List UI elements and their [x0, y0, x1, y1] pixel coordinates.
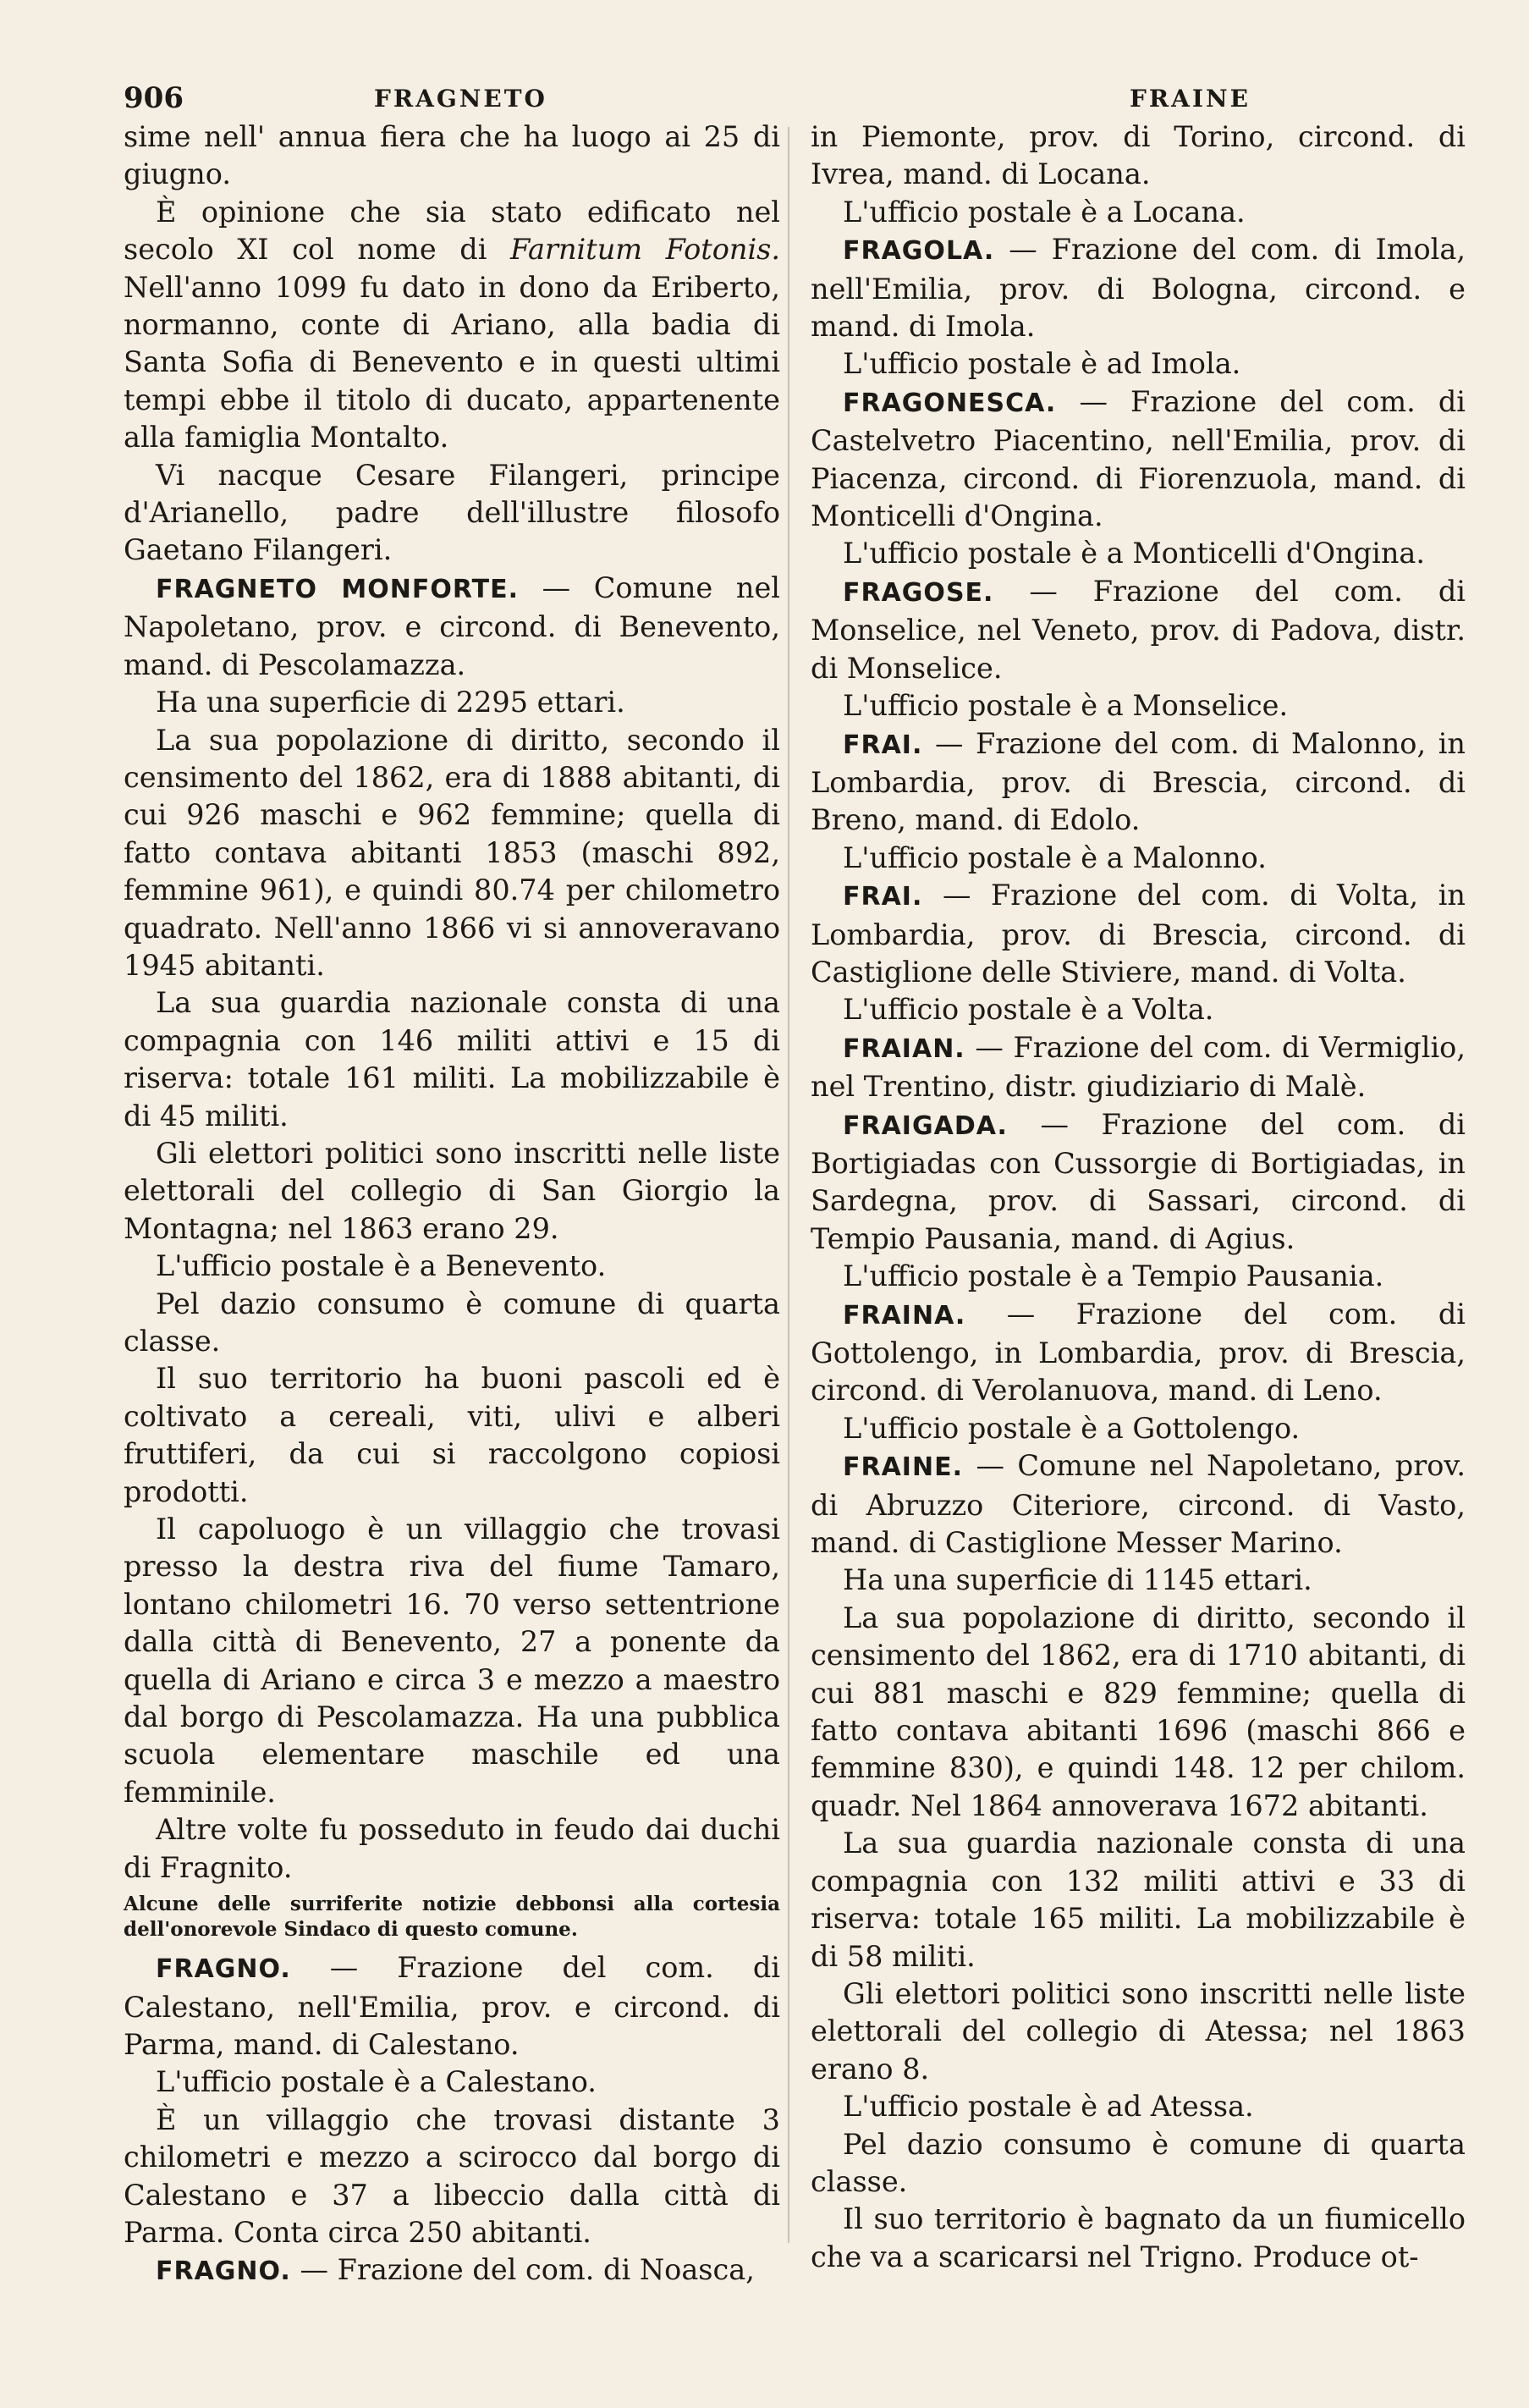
- entry-fragneto-monforte: FRAGNETO MONFORTE. — Comune nel Napoletano, prov. e circond. di Benevento, mand. di Pescolamazza.: [124, 570, 780, 681]
- right-column: [811, 118, 1466, 2276]
- entry-headword: FRAGOLA.: [843, 236, 995, 267]
- entry-headword: FRAINE.: [843, 1452, 963, 1483]
- paragraph: L'ufficio postale è a Volta.: [843, 993, 1214, 1027]
- entry-headword: FRAI.: [843, 730, 923, 760]
- paragraph: L'ufficio postale è a Monselice.: [843, 689, 1289, 723]
- entry-headword: FRAINA.: [843, 1300, 966, 1331]
- paragraph: È opinione che sia stato edificato nel secolo XI col nome di Farnitum Fotonis. Nell'anno 1099 fu dato in dono da Eriberto, normanno, conte di Ariano, alla badia di Santa Sofia di Benevento e in questi ultimi tempi ebbe il titolo di ducato, appartenente alla famiglia Montalto.: [124, 195, 780, 455]
- entry-headword: FRAGNO.: [156, 1954, 291, 1985]
- footnote: Alcune delle surriferite notizie debbonsi alla cortesia dell'onorevole Sindaco di questo comune.: [124, 1893, 780, 1942]
- entry-frai-volta: FRAI. — Frazione del com. di Volta, in Lombardia, prov. di Brescia, circond. di Castiglione delle Stiviere, mand. di Volta.: [811, 879, 1466, 989]
- entry-headword: FRAGNO.: [156, 2256, 291, 2287]
- left-column: [124, 118, 780, 2291]
- entry-fragno: FRAGNO. — Frazione del com. di Calestano, nell'Emilia, prov. e circond. di Parma, mand. di Calestano.: [124, 1951, 780, 2061]
- entry-headword: FRAI.: [843, 882, 923, 912]
- paragraph: Altre volte fu posseduto in feudo dai duchi di Fragnito.: [124, 1813, 780, 1884]
- paragraph: Gli elettori politici sono inscritti nelle liste elettorali del collegio di San Giorgio la Montagna; nel 1863 erano 29.: [124, 1136, 780, 1245]
- paragraph: sime nell' annua fiera che ha luogo ai 25 di giugno.: [124, 120, 780, 191]
- entry-fragola: FRAGOLA. — Frazione del com. di Imola, nell'Emilia, prov. di Bologna, circond. e mand. di Imola.: [811, 233, 1466, 344]
- paragraph: La sua guardia nazionale consta di una compagnia con 132 militi attivi e 33 di riserva: totale 165 militi. La mobilizzabile è di 58 militi.: [811, 1827, 1466, 1973]
- paragraph: Il capoluogo è un villaggio che trovasi presso la destra riva del fiume Tamaro, lontano chilometri 16. 70 verso settentrione dalla città di Benevento, 27 a ponente da quella di Ariano e circa 3 e mezzo a maestro dal borgo di Pescolamazza. Ha una pubblica scuola elementare maschile ed una femminile.: [124, 1513, 780, 1809]
- paragraph: Ha una superficie di 2295 ettari.: [156, 686, 625, 719]
- paragraph: in Piemonte, prov. di Torino, circond. di Ivrea, mand. di Locana.: [811, 120, 1466, 191]
- paragraph: Pel dazio consumo è comune di quarta classe.: [124, 1287, 780, 1358]
- paragraph: Pel dazio consumo è comune di quarta classe.: [811, 2127, 1466, 2198]
- entry-fragose: FRAGOSE. — Frazione del com. di Monselice, nel Veneto, prov. di Padova, distr. di Monselice.: [811, 574, 1466, 685]
- paragraph: La sua popolazione di diritto, secondo il censimento del 1862, era di 1888 abitanti, di cui 926 maschi e 962 femmine; quella di fatto contava abitanti 1853 (maschi 892, femmine 961), e quindi 80.74 per chilometro quadrato. Nell'anno 1866 vi si annoveravano 1945 abitanti.: [124, 723, 780, 982]
- paragraph: La sua guardia nazionale consta di una compagnia con 146 militi attivi e 15 di riserva: totale 161 militi. La mobilizzabile è di 45 militi.: [124, 986, 780, 1132]
- paragraph: Vi nacque Cesare Filangeri, principe d'Arianello, padre dell'illustre filosofo Gaetano Filangeri.: [124, 458, 780, 567]
- entry-fraian: FRAIAN. — Frazione del com. di Vermiglio, nel Trentino, distr. giudiziario di Malè.: [811, 1030, 1466, 1104]
- entry-headword: FRAGONESCA.: [843, 388, 1057, 418]
- paragraph: Il suo territorio è bagnato da un fiumicello che va a scaricarsi nel Trigno. Produce ot-: [811, 2202, 1466, 2273]
- paragraph: L'ufficio postale è a Calestano.: [156, 2065, 597, 2099]
- paragraph: Ha una superficie di 1145 ettari.: [843, 1563, 1312, 1597]
- entry-fraine: FRAINE. — Comune nel Napoletano, prov. di Abruzzo Citeriore, circond. di Vasto, mand. di Castiglione Messer Marino.: [811, 1449, 1466, 1560]
- entry-headword: FRAIGADA.: [843, 1110, 1008, 1141]
- running-header: [0, 81, 1529, 124]
- latin-name: Farnitum Fotonis.: [510, 233, 780, 267]
- paragraph: Gli elettori politici sono inscritti nelle liste elettorali del collegio di Atessa; nel 1863 erano 8.: [811, 1976, 1466, 2086]
- entry-headword: FRAGNETO MONFORTE.: [156, 574, 519, 604]
- entry-fragonesca: FRAGONESCA. — Frazione del com. di Castelvetro Piacentino, nell'Emilia, prov. di Piacenza, circond. di Fiorenzuola, mand. di Monticelli d'Ongina.: [811, 384, 1466, 533]
- paragraph: L'ufficio postale è ad Atessa.: [843, 2090, 1254, 2124]
- left-running-head: FRAGNETO: [374, 85, 547, 113]
- right-running-head: FRAINE: [1130, 85, 1251, 113]
- entry-headword: FRAIAN.: [843, 1033, 965, 1064]
- entry-fragno-noasca: FRAGNO. — Frazione del com. di Noasca,: [156, 2253, 755, 2287]
- entry-fraina: FRAINA. — Frazione del com. di Gottolengo, in Lombardia, prov. di Brescia, circond. di Verolanuova, mand. di Leno.: [811, 1297, 1466, 1408]
- entry-frai-malonno: FRAI. — Frazione del com. di Malonno, in Lombardia, prov. di Brescia, circond. di Breno, mand. di Edolo.: [811, 726, 1466, 837]
- paragraph: L'ufficio postale è a Benevento.: [156, 1249, 607, 1283]
- paragraph: L'ufficio postale è a Gottolengo.: [843, 1411, 1301, 1445]
- paragraph: Il suo territorio ha buoni pascoli ed è coltivato a cereali, viti, ulivi e alberi fruttiferi, da cui si raccolgono copiosi prodotti.: [124, 1362, 780, 1508]
- column-divider: [788, 127, 789, 2243]
- page-number: 906: [124, 81, 184, 115]
- paragraph: L'ufficio postale è a Malonno.: [843, 840, 1267, 874]
- paragraph: L'ufficio postale è a Tempio Pausania.: [843, 1259, 1384, 1293]
- paragraph: L'ufficio postale è ad Imola.: [843, 347, 1241, 381]
- entry-headword: FRAGOSE.: [843, 577, 994, 608]
- paragraph: È un villaggio che trovasi distante 3 chilometri e mezzo a scirocco dal borgo di Calestano e 37 a libeccio dalla città di Parma. Conta circa 250 abitanti.: [124, 2102, 780, 2249]
- paragraph: L'ufficio postale è a Locana.: [843, 195, 1246, 229]
- paragraph: La sua popolazione di diritto, secondo il censimento del 1862, era di 1710 abitanti, di cui 881 maschi e 829 femmine; quella di fatto contava abitanti 1696 (maschi 866 e femmine 830), e quindi 148. 12 per chilom. quadr. Nel 1864 annoverava 1672 abitanti.: [811, 1601, 1466, 1822]
- paragraph: L'ufficio postale è a Monticelli d'Ongina.: [843, 537, 1426, 570]
- entry-fraigada: FRAIGADA. — Frazione del com. di Bortigiadas con Cussorgie di Bortigiadas, in Sardegna, prov. di Sassari, circond. di Tempio Pausania, mand. di Agius.: [811, 1107, 1466, 1255]
